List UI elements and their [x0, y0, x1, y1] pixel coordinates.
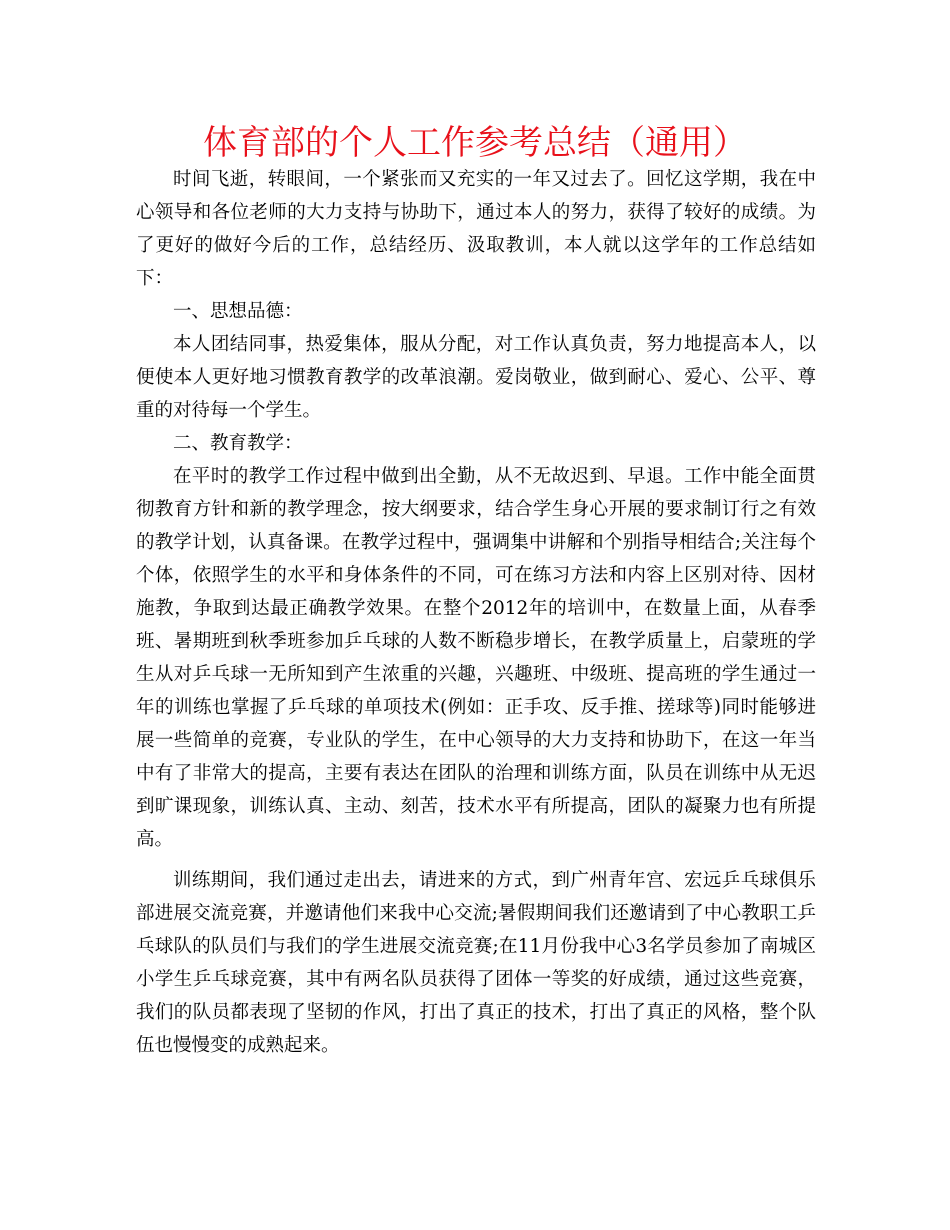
paragraph-ideology: 本人团结同事，热爱集体，服从分配，对工作认真负责，努力地提高本人，以便使本人更好地习惯教育教学的改革浪潮。爱岗敬业，做到耐心、爱心、公平、尊重的对待每一个学生。	[136, 334, 816, 421]
section-heading-ideology: 一、思想品德：	[173, 301, 303, 322]
paragraph-training: 训练期间，我们通过走出去，请进来的方式，到广州青年宫、宏远乒乓球俱乐部进展交流竞赛，并邀请他们来我中心交流;暑假期间我们还邀请到了中心教职工乒乓球队的队员们与我们的学生进展交流竞赛;在11月份我中心3名学员参加了南城区小学生乒乓球竞赛，其中有两名队员获得了团体一等奖的好成绩，通过这些竞赛，我们的队员都表现了坚韧的作风，打出了真正的技术，打出了真正的风格，整个队伍也慢慢变的成熟起来。	[136, 870, 816, 1056]
document-title: 体育部的个人工作参考总结（通用）	[203, 123, 747, 163]
paragraph-intro: 时间飞逝，转眼间，一个紧张而又充实的一年又过去了。回忆这学期，我在中心领导和各位老师的大力支持与协助下，通过本人的努力，获得了较好的成绩。为了更好的做好今后的工作，总结经历、汲取教训，本人就以这学年的工作总结如下：	[136, 169, 816, 289]
paragraph-teaching: 在平时的教学工作过程中做到出全勤，从不无故迟到、早退。工作中能全面贯彻教育方针和新的教学理念，按大纲要求，结合学生身心开展的要求制订行之有效的教学计划，认真备课。在教学过程中，强调集中讲解和个别指导相结合;关注每个个体，依照学生的水平和身体条件的不同，可在练习方法和内容上区别对待、因材施教，争取到达最正确教学效果。在整个2012年的培训中，在数量上面，从春季班、暑期班到秋季班参加乒乓球的人数不断稳步增长，在教学质量上，启蒙班的学生从对乒乓球一无所知到产生浓重的兴趣，兴趣班、中级班、提高班的学生通过一年的训练也掌握了乒乓球的单项技术(例如：正手攻、反手推、搓球等)同时能够进展一些简单的竞赛，专业队的学生，在中心领导的大力支持和协助下，在这一年当中有了非常大的提高，主要有表达在团队的治理和训练方面，队员在训练中从无迟到旷课现象，训练认真、主动、刻苦，技术水平有所提高，团队的凝聚力也有所提高。	[136, 466, 816, 850]
section-heading-teaching: 二、教育教学：	[173, 433, 303, 454]
document-body	[136, 163, 816, 1062]
